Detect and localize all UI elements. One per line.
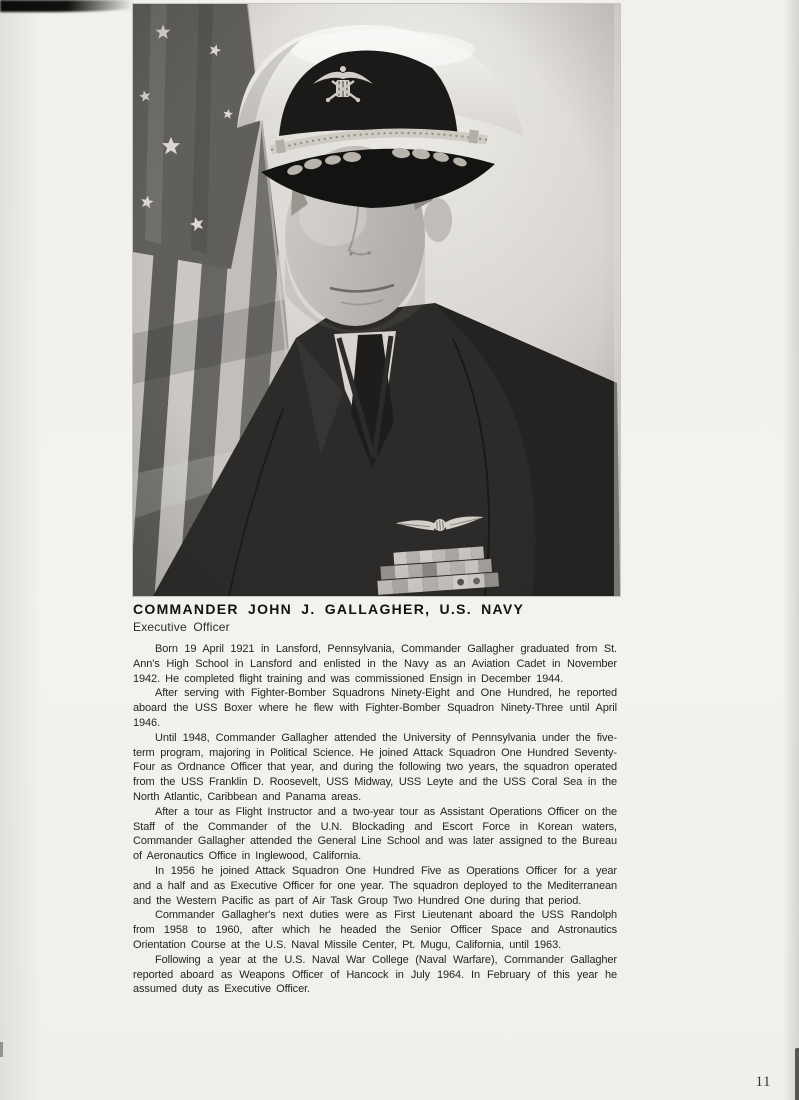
left-edge-mark	[0, 1042, 3, 1057]
biography-text	[133, 642, 617, 997]
paragraph: Until 1948, Commander Gallagher attended the University of Pennsylvania under the five-term program, majoring in Political Science. He joined Attack Squadron One Hundred Seventy-Four as Ordnance Officer that year, and during the following two years, the squadron operated from the USS Franklin D. Roosevelt, USS Midway, USS Leyte and the USS Coral Sea in the North Atlantic, Caribbean and Panama areas.	[133, 731, 617, 803]
subtitle: Executive Officer	[133, 620, 230, 634]
right-edge-shadow	[783, 0, 799, 1100]
portrait-photo	[133, 4, 620, 596]
portrait-photo-art	[133, 4, 620, 596]
biography-article	[133, 600, 617, 997]
paragraph: Commander Gallagher's next duties were as First Lieutenant aboard the USS Randolph from 1958 to 1960, after which he headed the Senior Officer Space and Astronautics Orientation Course at the U.S. Naval Missile Center, Pt. Mugu, California, until 1963.	[133, 909, 617, 951]
left-edge-shadow	[0, 0, 42, 1100]
paragraph: Following a year at the U.S. Naval War College (Naval Warfare), Commander Gallagher reported aboard as Weapons Officer of Hancock in July 1964. In February of this year he assumed duty as Executive Officer.	[133, 953, 617, 996]
page-number: 11	[755, 1074, 771, 1090]
paragraph: After serving with Fighter-Bomber Squadrons Ninety-Eight and One Hundred, he reported aboard the USS Boxer where he flew with Fighter-Bomber Squadron Ninety-Three until April 1946.	[133, 687, 617, 729]
paragraph: In 1956 he joined Attack Squadron One Hundred Five as Operations Officer for a year and a half and as Executive Officer for one year. The squadron deployed to the Mediterranean and the Western Pacific as part of Air Task Group Two Hundred One during that period.	[133, 864, 617, 907]
page-edge-mark	[795, 1048, 799, 1100]
paragraph: Born 19 April 1921 in Lansford, Pennsylvania, Commander Gallagher graduated from St. Ann's High School in Lansford and enlisted in the Navy as an Aviation Cadet in November 1942. He completed flight training and was commissioned Ensign in December 1944.	[133, 643, 617, 685]
paragraph: After a tour as Flight Instructor and a two-year tour as Assistant Operations Officer on the Staff of the Commander of the U.N. Blockading and Escort Force in Korean waters, Commander Gallagher attended the General Line School and was later assigned to the Bureau of Aeronautics Office in Inglewood, California.	[133, 805, 617, 863]
page-title: COMMANDER JOHN J. GALLAGHER, U.S. NAVY	[133, 601, 525, 617]
